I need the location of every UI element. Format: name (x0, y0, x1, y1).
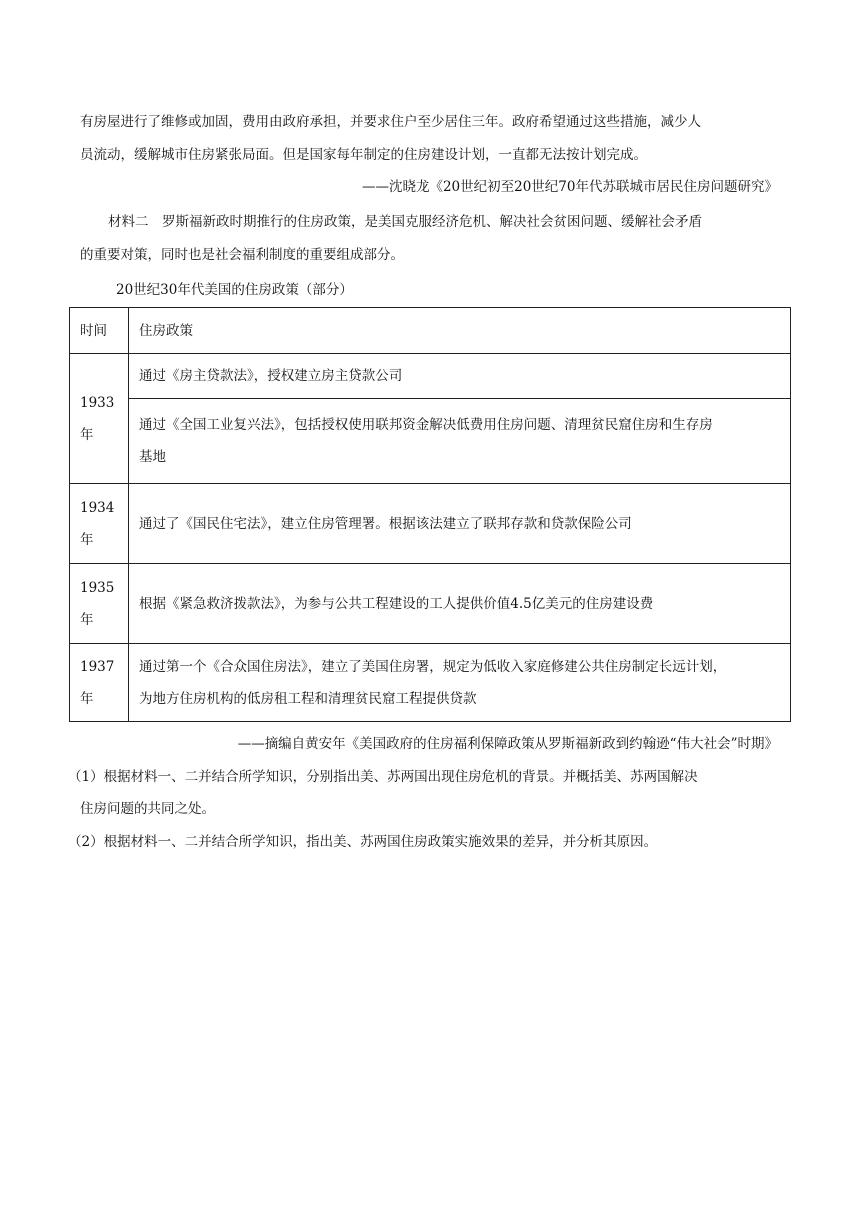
table-row (70, 399, 791, 484)
material-2-line-2: 的重要对策，同时也是社会福利制度的重要组成部分。 (80, 247, 404, 263)
policy-text: 根据《紧急救济拨款法》，为参与公共工程建设的工人提供价值4.5亿美元的住房建设费 (139, 595, 654, 612)
year-number: 1935 (80, 579, 115, 596)
material-2-line-1: 材料二 罗斯福新政时期推行的住房政策，是美国克服经济危机、解决社会贫困问题、缓解社会矛盾 (108, 214, 702, 230)
policy-text: 通过《房主贷款法》，授权建立房主贷款公司 (139, 368, 403, 384)
year-suffix: 年 (80, 426, 94, 443)
paragraph-1-line-2: 员流动，缓解城市住房紧张局面。但是国家每年制定的住房建设计划，一直都无法按计划完成。 (80, 147, 647, 163)
housing-policy-table (69, 307, 791, 722)
policy-cell (129, 644, 791, 722)
year-suffix: 年 (80, 531, 94, 548)
table-caption: 20世纪30年代美国的住房政策（部分） (116, 282, 353, 298)
policy-cell (129, 484, 791, 564)
year-number: 1933 (80, 394, 115, 411)
policy-cell (129, 354, 791, 399)
year-suffix: 年 (80, 611, 94, 628)
table-row (70, 644, 791, 722)
table-row (70, 564, 791, 644)
year-cell (70, 564, 129, 644)
question-1-line-2: 住房问题的共同之处。 (80, 801, 215, 817)
question-2: （2）根据材料一、二并结合所学知识，指出美、苏两国住房政策实施效果的差异，并分析其原因。 (68, 834, 658, 850)
year-number: 1934 (80, 499, 115, 516)
source-citation-1: ——沈晓龙《20世纪初至20世纪70年代苏联城市居民住房问题研究》 (361, 179, 778, 195)
question-1-line-1: （1）根据材料一、二并结合所学知识，分别指出美、苏两国出现住房危机的背景。并概括美、苏两国解决 (68, 769, 698, 785)
year-cell (70, 644, 129, 722)
table-row (70, 354, 791, 399)
year-number: 1937 (80, 658, 115, 675)
policy-text: 为地方住房机构的低房租工程和清理贫民窟工程提供贷款 (139, 690, 477, 707)
year-cell (70, 484, 129, 564)
table-header-row (70, 308, 791, 354)
paragraph-1-line-1: 有房屋进行了维修或加固，费用由政府承担，并要求住户至少居住三年。政府希望通过这些措施，减少人 (80, 114, 701, 130)
policy-text: 通过了《国民住宅法》，建立住房管理署。根据该法建立了联邦存款和贷款保险公司 (139, 515, 632, 532)
year-cell (70, 354, 129, 484)
header-policy: 住房政策 (129, 308, 791, 354)
header-time: 时间 (70, 308, 129, 354)
policy-text: 通过第一个《合众国住房法》，建立了美国住房署，规定为低收入家庭修建公共住房制定长远计划， (139, 658, 727, 675)
source-citation-2: ——摘编自黄安年《美国政府的住房福利保障政策从罗斯福新政到约翰逊“伟大社会”时期》 (237, 736, 778, 752)
policy-text: 通过《全国工业复兴法》，包括授权使用联邦资金解决低费用住房问题、清理贫民窟住房和生存房 (139, 417, 713, 433)
policy-cell (129, 399, 791, 484)
policy-text: 基地 (139, 449, 166, 465)
year-suffix: 年 (80, 690, 94, 707)
table-row (70, 484, 791, 564)
policy-cell (129, 564, 791, 644)
